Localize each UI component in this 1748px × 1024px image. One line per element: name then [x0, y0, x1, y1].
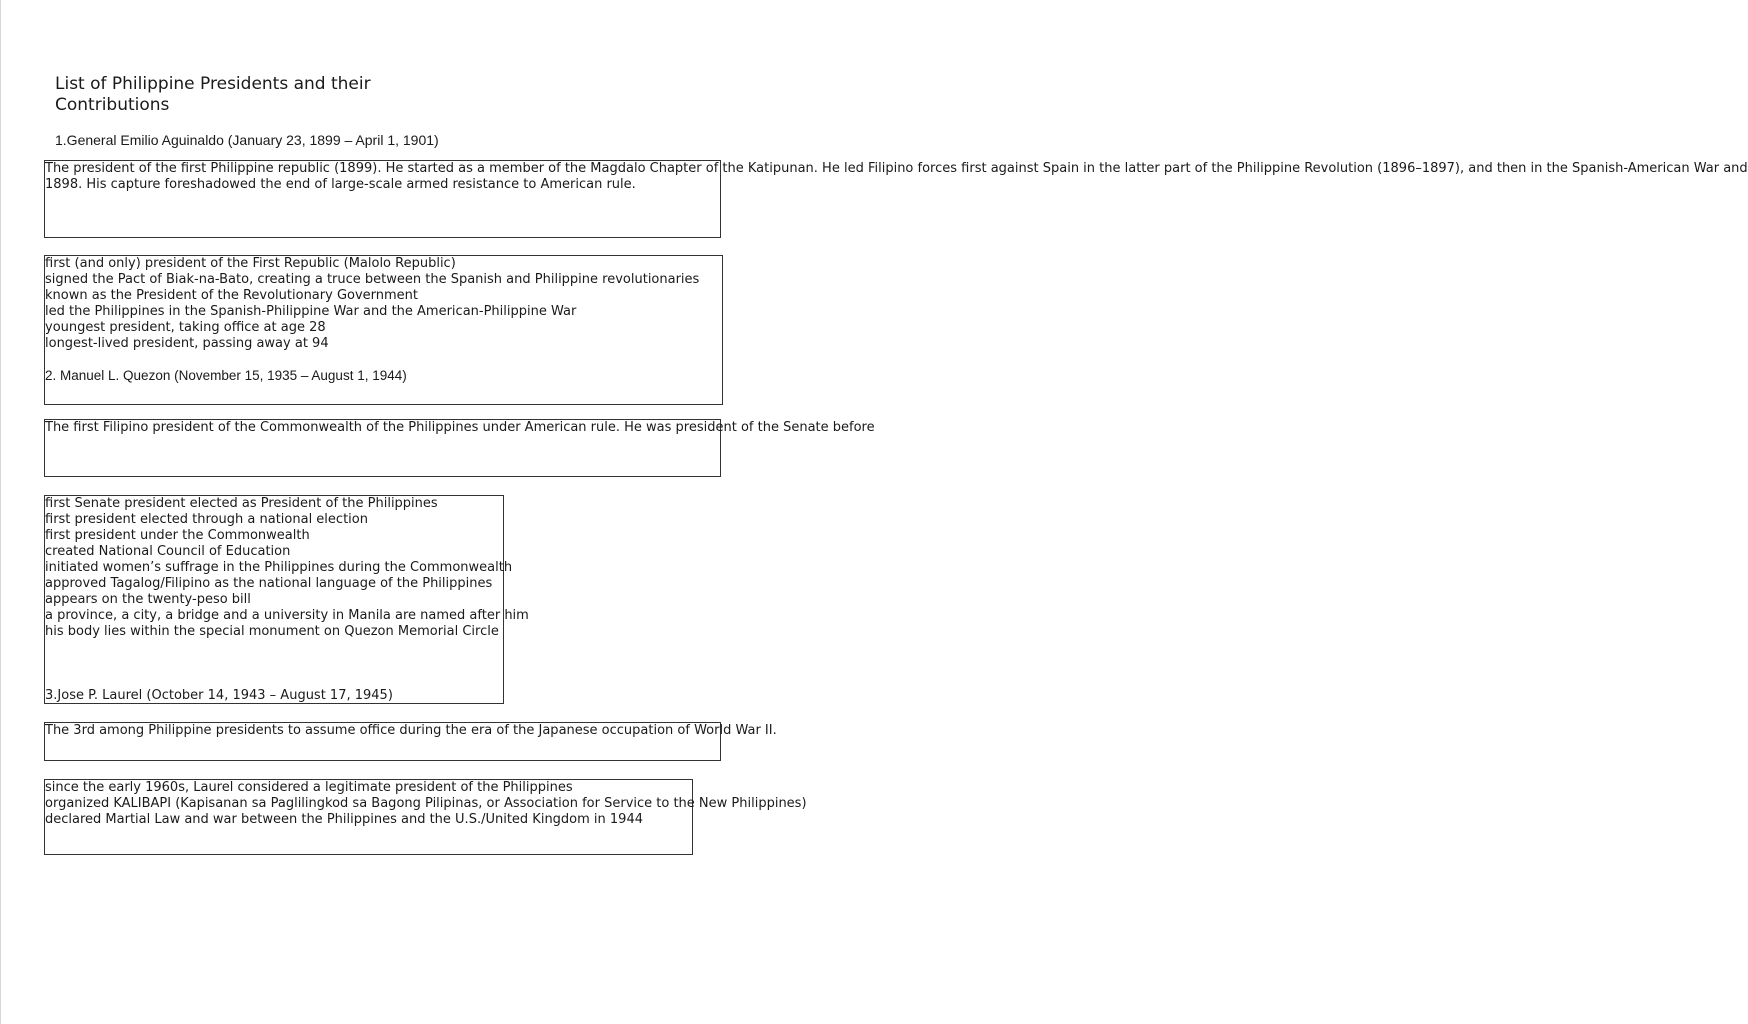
contribution-item: first Senate president elected as President of the Philippines	[45, 496, 438, 511]
contribution-item: known as the President of the Revolutionary Government	[45, 288, 419, 303]
summary-line: 1898. His capture foreshadowed the end of large-scale armed resistance to American rule.	[45, 177, 636, 192]
contribution-item: longest-lived president, passing away at 94	[45, 336, 329, 351]
contribution-item: initiated women’s suffrage in the Philippines during the Commonwealth	[45, 560, 513, 575]
text-box-quezon-summary[interactable]	[44, 419, 875, 477]
summary-line: The first Filipino president of the Commonwealth of the Philippines under American rule. He was president of the Senate before	[45, 420, 875, 435]
text-box-laurel-summary[interactable]	[44, 722, 777, 761]
contribution-item: appears on the twenty-peso bill	[45, 592, 251, 607]
text-box-aguinaldo-summary[interactable]	[44, 160, 1748, 238]
text-box-laurel-contributions[interactable]	[44, 779, 807, 855]
contribution-item: his body lies within the special monument on Quezon Memorial Circle	[45, 624, 499, 639]
contribution-item: created National Council of Education	[45, 544, 291, 559]
text-box-quezon-contributions[interactable]	[44, 495, 529, 704]
contribution-item: first president under the Commonwealth	[45, 528, 310, 543]
contribution-item: since the early 1960s, Laurel considered a legitimate president of the Philippines	[45, 780, 573, 795]
summary-line: The president of the first Philippine republic (1899). He started as a member of the Magdalo Chapter of the Katipunan. He led Filipino forces first against Spain in the latter part of the Philippine Revolution (1896–1897), and then in the Spanish-American War and	[45, 161, 1748, 176]
contribution-item: first president elected through a national election	[45, 512, 368, 527]
contribution-item: approved Tagalog/Filipino as the national language of the Philippines	[45, 576, 493, 591]
contribution-item: youngest president, taking office at age 28	[45, 320, 326, 335]
president-heading-quezon: 2. Manuel L. Quezon (November 15, 1935 – August 1, 1944)	[45, 368, 407, 383]
page-left-edge	[0, 0, 1, 1024]
text-box-aguinaldo-contributions[interactable]	[44, 255, 723, 405]
contribution-item: organized KALIBAPI (Kapisanan sa Paglilingkod sa Bagong Pilipinas, or Association for Service to the New Philippines)	[45, 796, 807, 811]
contribution-item: signed the Pact of Biak-na-Bato, creating a truce between the Spanish and Philippine revolutionaries	[45, 272, 700, 287]
summary-line: The 3rd among Philippine presidents to assume office during the era of the Japanese occupation of World War II.	[45, 723, 777, 738]
document-title: List of Philippine Presidents and their Contributions	[55, 74, 371, 115]
contribution-item: led the Philippines in the Spanish-Philippine War and the American-Philippine War	[45, 304, 577, 319]
contribution-item: declared Martial Law and war between the Philippines and the U.S./United Kingdom in 1944	[45, 812, 643, 827]
contribution-item: a province, a city, a bridge and a university in Manila are named after him	[45, 608, 529, 623]
contribution-item: first (and only) president of the First Republic (Malolo Republic)	[45, 256, 456, 271]
president-heading-laurel: 3.Jose P. Laurel (October 14, 1943 – August 17, 1945)	[45, 688, 393, 703]
president-heading-aguinaldo: 1.General Emilio Aguinaldo (January 23, 1899 – April 1, 1901)	[55, 132, 439, 148]
